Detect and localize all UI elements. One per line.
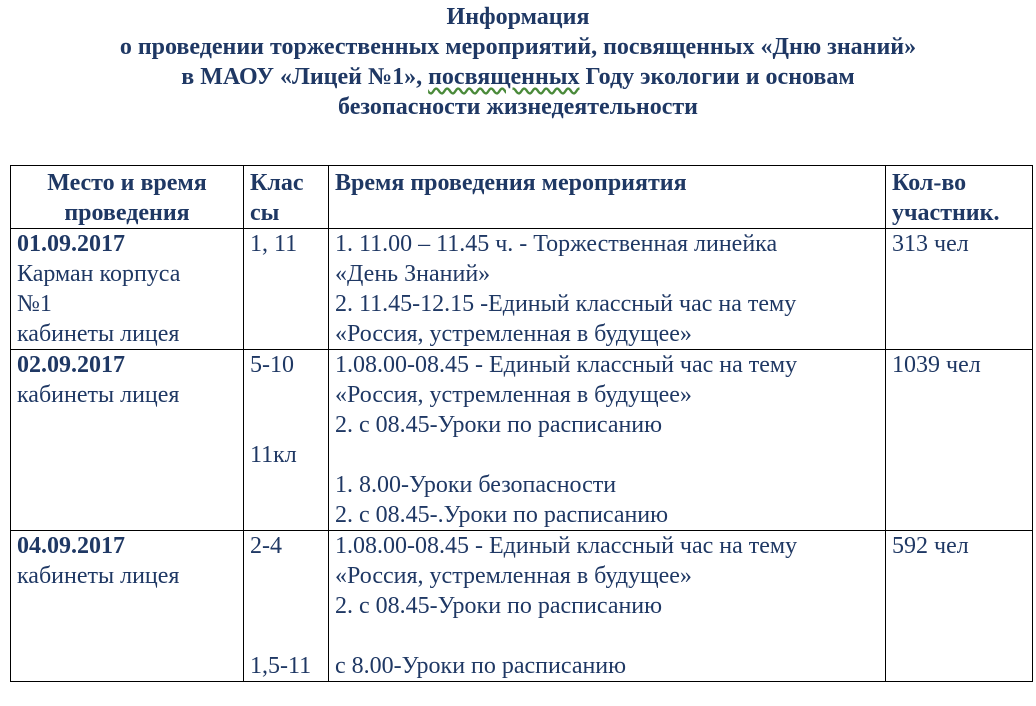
row-place-line: кабинеты лицея (17, 563, 180, 589)
header-place-line-1: Место и время (47, 170, 207, 196)
spacer (250, 410, 322, 440)
row-place-line: №1 (17, 291, 52, 317)
row-place-line: Карман корпуса (17, 261, 181, 287)
row-classes: 1, 11 (250, 231, 298, 257)
row-date: 01.09.2017 (17, 231, 125, 257)
row-place-line: кабинеты лицея (17, 382, 180, 408)
title-line-3c: Году экологии и основам (579, 64, 855, 90)
title-line-4: безопасности жизнедеятельности (338, 94, 698, 120)
row-event-line: 2. с 08.45-Уроки по расписанию (335, 412, 663, 438)
row-count: 1039 чел (892, 352, 981, 378)
spacer (250, 621, 322, 651)
title-line-3a: в МАОУ «Лицей №1», (181, 64, 429, 90)
header-place-line-2: проведения (64, 200, 190, 226)
cell-events (329, 229, 886, 350)
header-count (886, 166, 1033, 229)
row-place-line: кабинеты лицея (17, 321, 180, 347)
cell-classes (244, 531, 329, 682)
row-event-line: 2. с 08.45-Уроки по расписанию (335, 593, 663, 619)
cell-place (11, 350, 244, 531)
header-row (11, 166, 1033, 229)
row-event-line: 1.08.00-08.45 - Единый классный час на тему (335, 352, 798, 378)
row-event-line: 2. с 08.45-.Уроки по расписанию (335, 502, 669, 528)
header-place (11, 166, 244, 229)
header-count-line-1: Кол-во (892, 170, 967, 196)
cell-classes (244, 229, 329, 350)
header-event (329, 166, 886, 229)
table-row (11, 350, 1033, 531)
cell-count (886, 350, 1033, 531)
cell-place (11, 531, 244, 682)
row-event-line: «Россия, устремленная в будущее» (335, 382, 692, 408)
row-date: 04.09.2017 (17, 533, 125, 559)
document-title (0, 2, 1036, 122)
row-count: 592 чел (892, 533, 969, 559)
spacer (335, 621, 879, 651)
title-line-3b: посвященных (428, 64, 580, 90)
row-classes: 11кл (250, 442, 297, 468)
cell-place (11, 229, 244, 350)
cell-classes (244, 350, 329, 531)
header-classes (244, 166, 329, 229)
title-line-1: Информация (446, 4, 590, 30)
row-event-line: «Россия, устремленная в будущее» (335, 563, 692, 589)
row-classes: 2-4 (250, 533, 282, 559)
row-event-line: с 8.00-Уроки по расписанию (335, 653, 627, 679)
cell-count (886, 229, 1033, 350)
spacer (250, 380, 322, 410)
row-event-line: 1. 8.00-Уроки безопасности (335, 472, 617, 498)
events-table (10, 165, 1033, 682)
spacer (335, 440, 879, 470)
table-row (11, 531, 1033, 682)
row-event-line: 1.08.00-08.45 - Единый классный час на тему (335, 533, 798, 559)
cell-count (886, 531, 1033, 682)
header-classes-line-2: сы (250, 200, 280, 226)
title-line-2: о проведении торжественных мероприятий, посвященных «Дню знаний» (119, 34, 917, 60)
cell-events (329, 531, 886, 682)
table-row (11, 229, 1033, 350)
row-date: 02.09.2017 (17, 352, 125, 378)
title-line-3 (0, 62, 1036, 92)
row-count: 313 чел (892, 231, 969, 257)
row-event-line: 2. 11.45-12.15 -Единый классный час на тему (335, 291, 797, 317)
row-event-line: «Россия, устремленная в будущее» (335, 321, 692, 347)
spacer (250, 591, 322, 621)
row-event-line: 1. 11.00 – 11.45 ч. - Торжественная линейка (335, 231, 778, 257)
row-classes: 5-10 (250, 352, 294, 378)
spacer (250, 561, 322, 591)
header-event-line-1: Время проведения мероприятия (335, 170, 687, 196)
cell-events (329, 350, 886, 531)
row-event-line: «День Знаний» (335, 261, 491, 287)
row-classes: 1,5-11 (250, 653, 312, 679)
header-count-line-2: участник. (892, 200, 1000, 226)
header-classes-line-1: Клас (250, 170, 304, 196)
